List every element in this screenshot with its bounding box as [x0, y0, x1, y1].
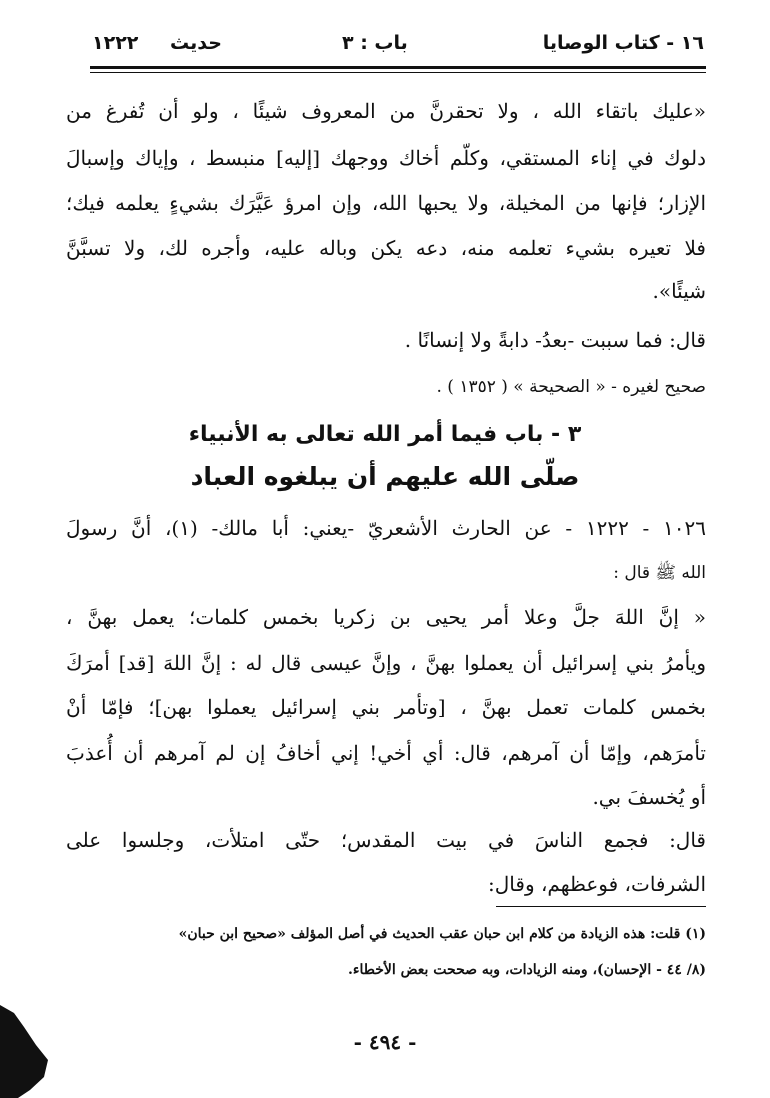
section-title-line2: صلّى الله عليهم أن يبلغوه العباد [190, 462, 580, 491]
body-line: الإزار؛ فإنها من المخيلة، ولا يحبها الله، وإن امرؤ عَيَّرَك بشيءٍ يعلمه فيك؛ [66, 191, 706, 215]
grading-note: صحيح لغيره - « الصحيحة » ( ١٣٥٢ ) . [436, 377, 706, 397]
hadith-line: « إنَّ اللهَ جلَّ وعلا أمر يحيى بن زكريا بخمس كلمات؛ يعمل بهنَّ ، [66, 605, 706, 629]
body-line: شيئًا». [652, 279, 706, 303]
footnote-line: (٨/ ٤٤ - الإحسان)، ومنه الزيادات، وبه صححت بعض الأخطاء. [348, 962, 706, 978]
hadith-line: الله ﷺ قال : [613, 563, 706, 583]
header-rule-thin [90, 72, 706, 73]
header-rule-thick [90, 66, 706, 69]
hadith-line: الشرفات، فوعظهم، وقال: [488, 872, 706, 896]
hadith-line: ويأمرُ بني إسرائيل أن يعملوا بهنَّ ، وإنَّ عيسى قال له : إنَّ اللهَ [قد] أمرَكَ [66, 651, 706, 675]
body-line: «عليك باتقاء الله ، ولا تحقرنَّ من المعروف شيئًا ، ولو أن تُفرغ من [66, 99, 706, 123]
narrator-statement: قال: فما سببت -بعدُ- دابةً ولا إنسانًا . [404, 328, 706, 352]
hadith-line: أو يُخسفَ بي. [592, 785, 706, 809]
header-hadith-number: ١٢٢٢ [92, 32, 139, 54]
body-line: دلوك في إناء المستقي، وكلّم أخاك ووجهك [إليه] منبسط ، وإياك وإسبالَ [66, 146, 706, 170]
body-line: فلا تعيره بشيء تعلمه منه، دعه يكن وباله عليه، وأجره لك، ولا تسبَّنَّ [66, 236, 706, 260]
footnote-separator [496, 906, 706, 907]
hadith-line: تأمرَهم، وإمّا أن آمرهم، قال: أي أخي! إني أخافُ إن لم آمرهم أن أُعذبَ [66, 741, 706, 765]
scan-edge-shadow [0, 1005, 52, 1098]
header-bab: باب : ٣ [342, 32, 408, 54]
hadith-line: ١٠٢٦ - ١٢٢٢ - عن الحارث الأشعريّ -يعني: أبا مالك- (١)، أنَّ رسولَ [66, 516, 706, 540]
header-hadith-label: حديث [170, 32, 222, 54]
running-header [92, 28, 704, 60]
hadith-line: قال: فجمع الناسَ في بيت المقدس؛ حتّى امتلأت، وجلسوا على [66, 828, 706, 852]
section-title-line1: ٣ - باب فيما أمر الله تعالى به الأنبياء [188, 422, 582, 447]
hadith-line: بخمس كلمات تعمل بهنَّ ، [وتأمر بني إسرائيل يعملوا بهن]؛ فإمّا أنْ [66, 695, 706, 719]
footnote-line: (١) قلت: هذه الزيادة من كلام ابن حبان عقب الحديث في أصل المؤلف «صحيح ابن حبان» [178, 926, 706, 942]
page-number: - ٤٩٤ - [353, 1030, 417, 1054]
header-chapter: ١٦ - كتاب الوصايا [542, 32, 704, 54]
